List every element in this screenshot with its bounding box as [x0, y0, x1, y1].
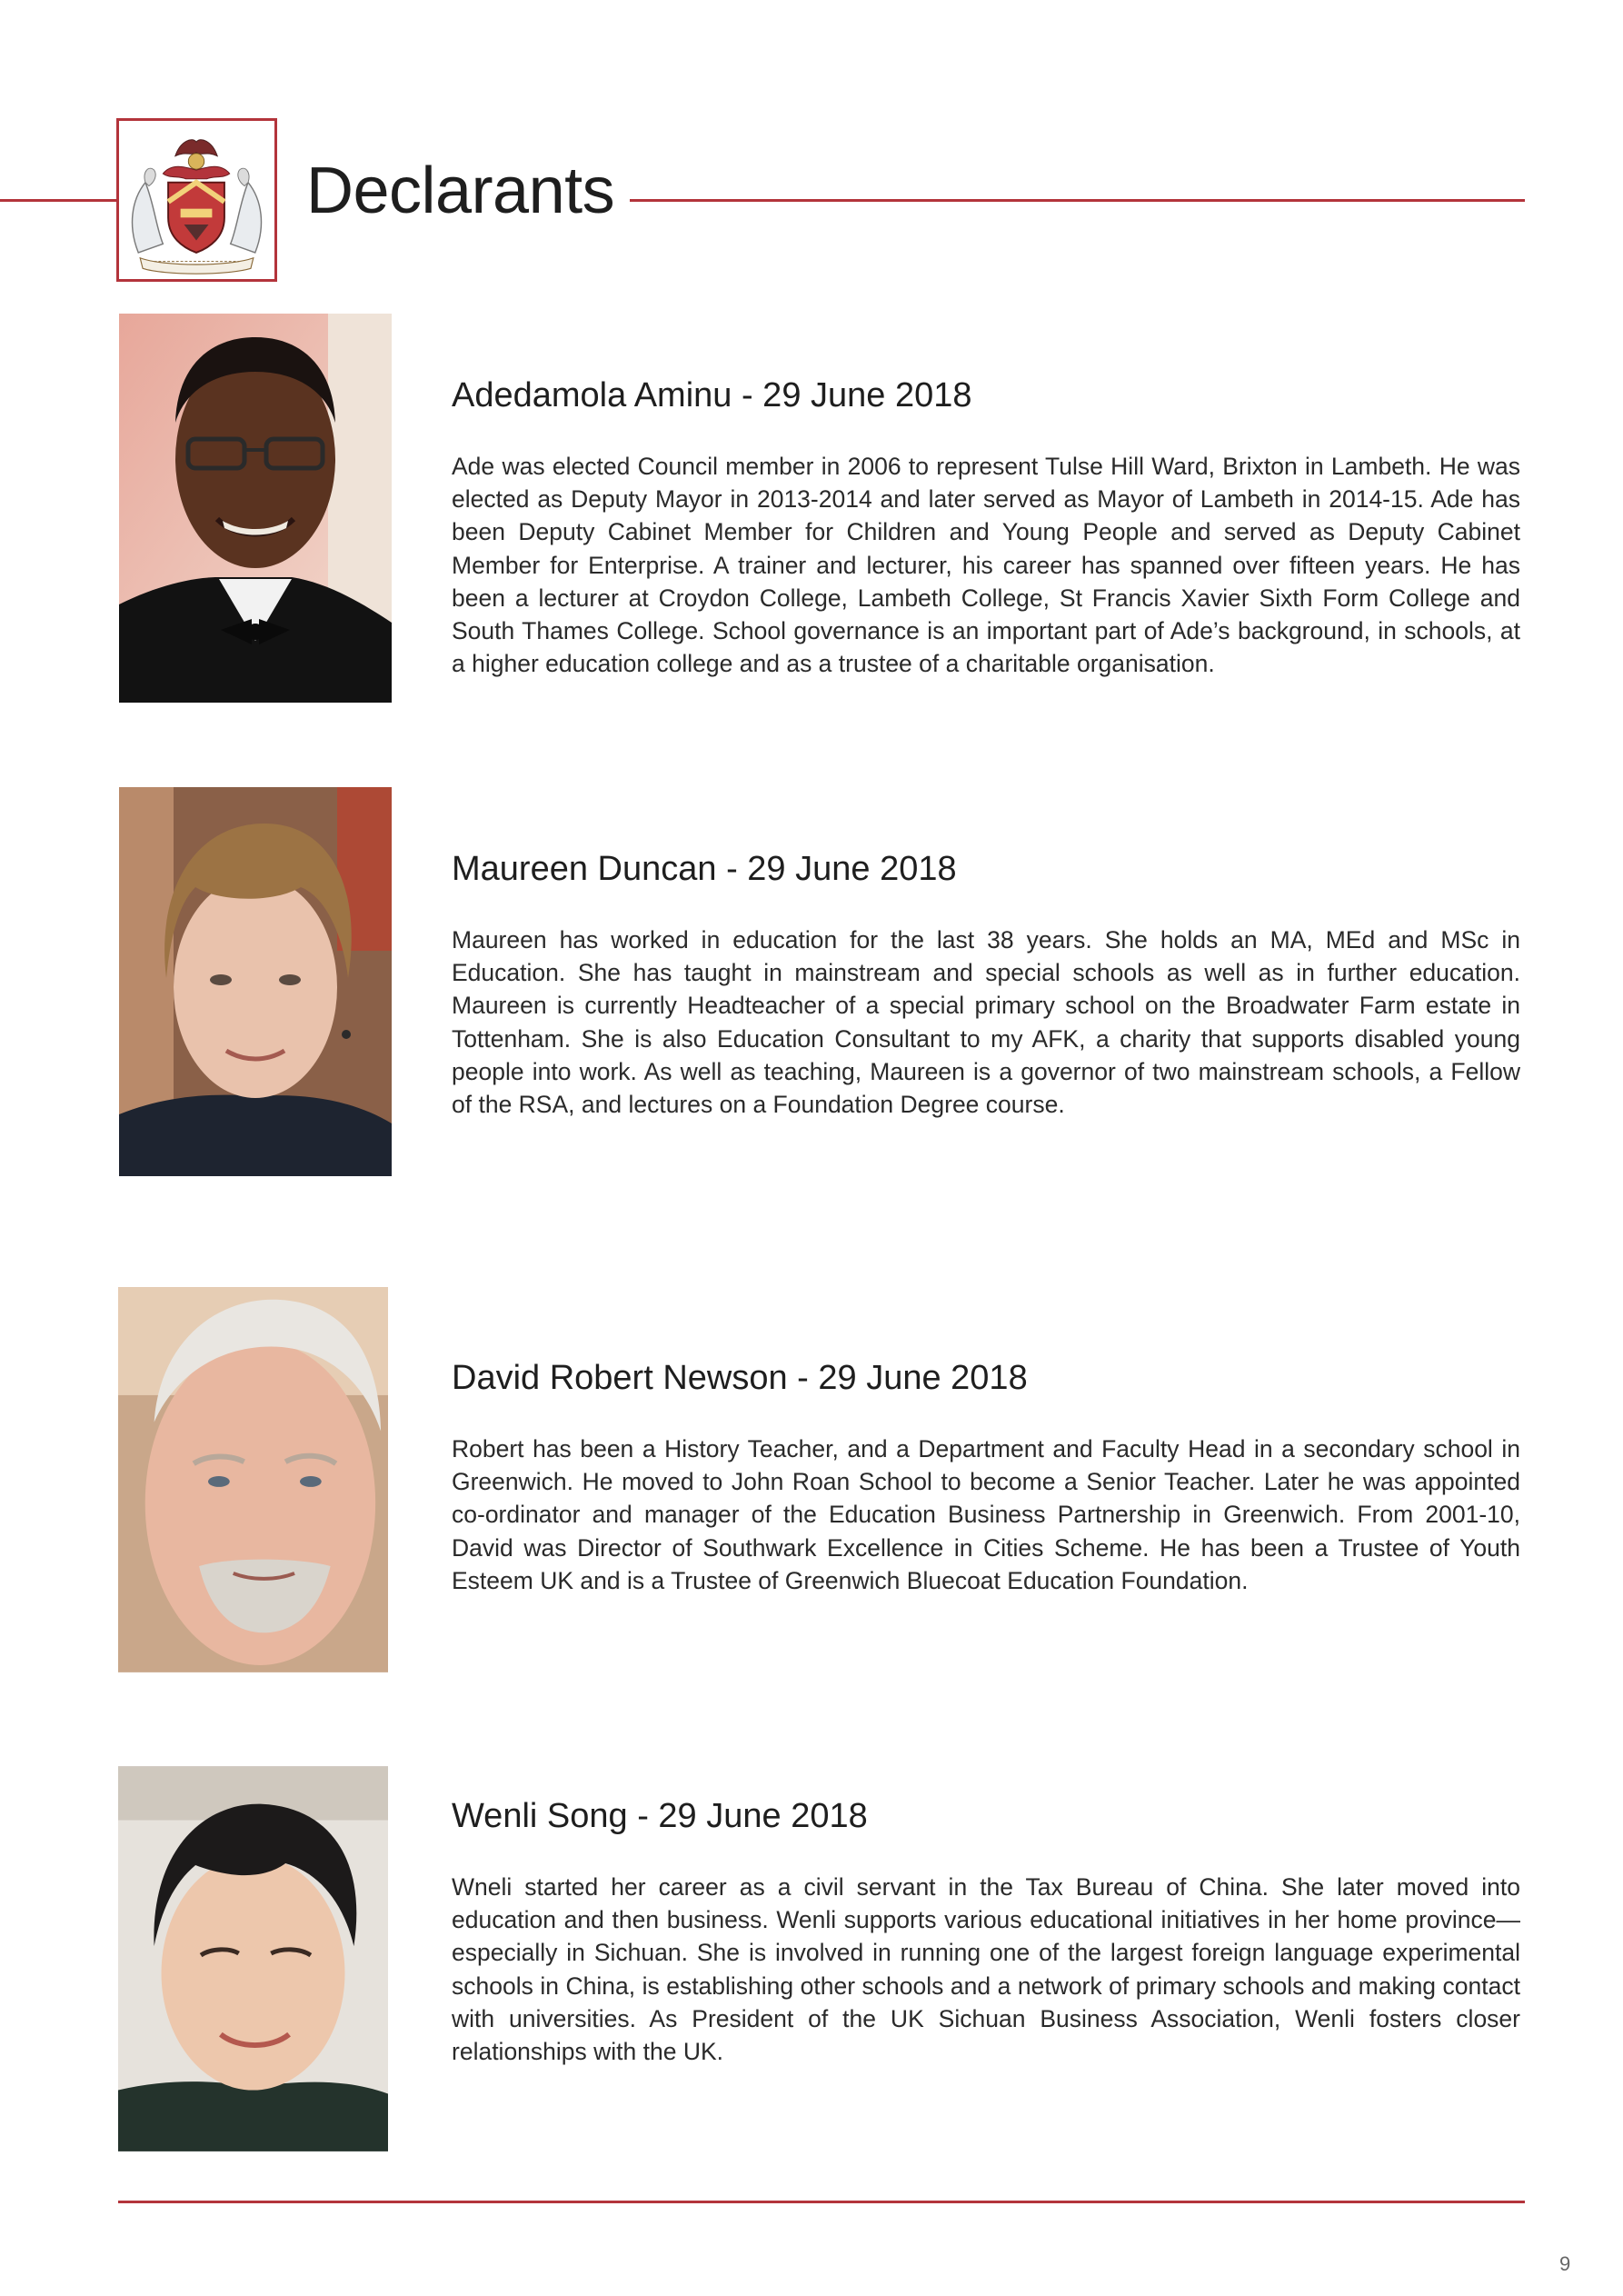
declarant-bio: Maureen has worked in education for the last 38 years. She holds an MA, MEd and MSc in Education. She has taught in mainstream and special schools as well as in further education. Maureen is currently Headteacher of a special primary school on the Broadwater Farm estate in Tottenham. She is also Education Consultant to my AFK, a charity that supports disabled young people into work. As well as teaching, Maureen is a governor of two mainstream schools, a Fellow of the RSA, and lectures on a Foundation Degree course. — [452, 926, 1520, 1119]
page-number: 9 — [1559, 2252, 1571, 2275]
portrait-woman-dark-hair-icon — [118, 1765, 388, 2152]
footer-rule — [118, 2201, 1525, 2203]
declarant-photo-song — [118, 1765, 388, 2152]
declarant-photo-newson — [118, 1286, 388, 1673]
declarant-photo-duncan — [119, 787, 392, 1176]
header-rule-left — [0, 199, 118, 202]
declarant-bio: Wneli started her career as a civil servant in the Tax Bureau of China. She later moved into education and then business. Wenli supports various educational initiatives in her home province—especially in Sichuan. She is involved in running one of the largest foreign language experimental schools in China, is establishing other schools and a network of primary schools and making contact with universities. As President of the UK Sichuan Business Association, Wenli fosters closer relationships with the UK. — [452, 1873, 1520, 2066]
declarant-bio: Robert has been a History Teacher, and a Department and Faculty Head in a secondary school in Greenwich. He moved to John Roan School to become a Senior Teacher. Later he was appointed co-ordinator and manager of the Education Business Partnership in Greenwich. From 2001-10, David was Director of Southwark Excellence in Cities Scheme. He has been a Trustee of Youth Esteem UK and is a Trustee of Greenwich Bluecoat Education Foundation. — [452, 1435, 1520, 1594]
declarant-bio: Ade was elected Council member in 2006 to represent Tulse Hill Ward, Brixton in Lambeth. He was elected as Deputy Mayor in 2013-2014 and later served as Mayor of Lambeth in 2014-15. Ade has been Deputy Cabinet Member for Children and Young People and served as Deputy Cabinet Member for Enterprise. A trainer and lecturer, his career has spanned over fifteen years. He has been a lecturer at Croydon College, Lambeth College, St Francis Xavier Sixth Form College and South Thames College. School governance is an important part of Ade’s background, in schools, at a higher education college and as a trustee of a charitable organisation. — [452, 453, 1520, 678]
declarant-heading: Maureen Duncan - 29 June 2018 — [452, 850, 957, 888]
declarant-heading: David Robert Newson - 29 June 2018 — [452, 1359, 1028, 1397]
declarant-heading: Adedamola Aminu - 29 June 2018 — [452, 376, 972, 414]
header-rule-right — [630, 199, 1525, 202]
portrait-woman-short-hair-icon — [119, 787, 392, 1176]
coat-of-arms-icon — [116, 118, 277, 282]
declarant-heading: Wenli Song - 29 June 2018 — [452, 1797, 868, 1835]
portrait-man-grey-hair-icon — [118, 1286, 388, 1673]
declarant-photo-aminu — [119, 314, 392, 703]
page-title: Declarants — [306, 155, 615, 227]
portrait-man-glasses-bowtie-icon — [119, 314, 392, 703]
